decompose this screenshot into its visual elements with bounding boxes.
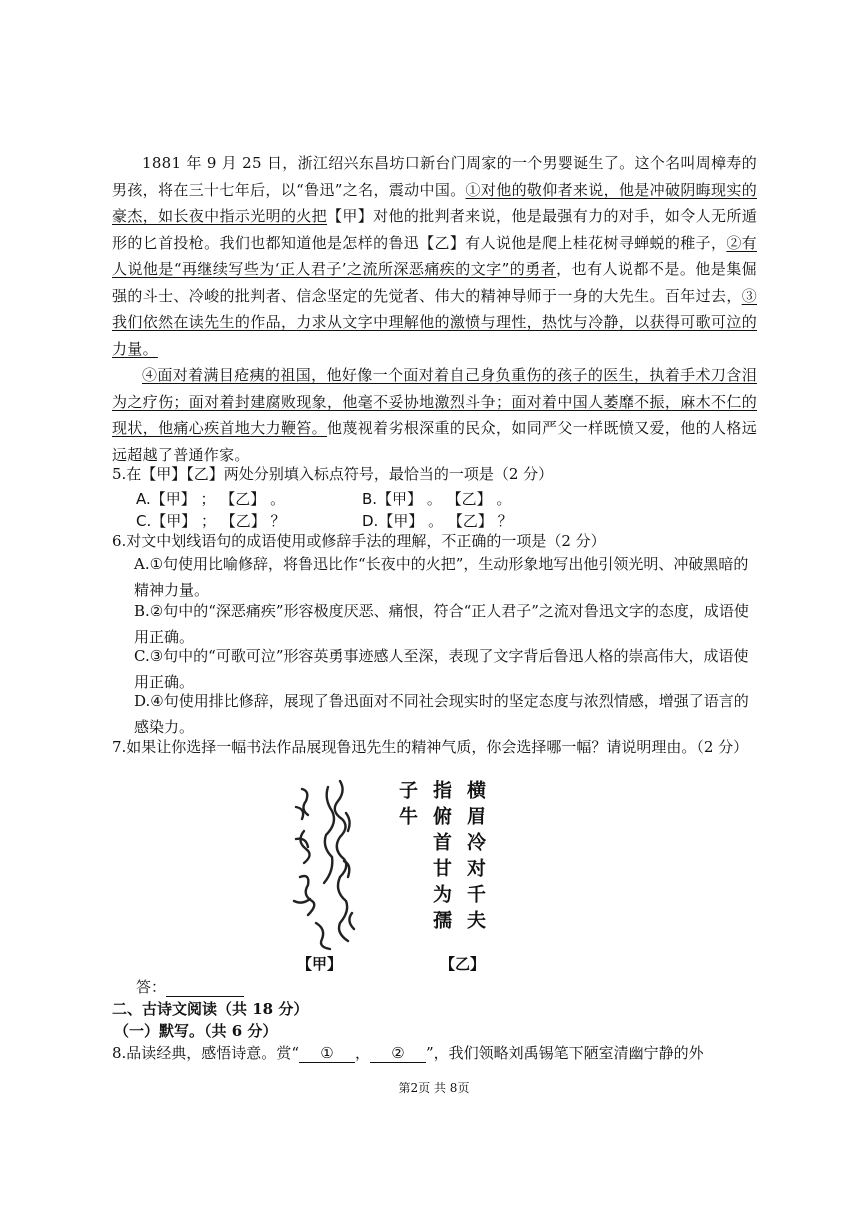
q5-option-a: A.【甲】 ； 【乙】 。 (136, 490, 286, 508)
underlined-sentence-3: ③我们依然在读先生的作品，力求从文字中理解他的激愤与理性，热忱与冷静，以获得可歌可泣的力量。 (112, 286, 757, 358)
calligraphy-yi-text: 横眉冷对千夫指俯首甘为孺子牛 (396, 780, 486, 936)
q6-option-b: B.②句中的“深恶痛疾”形容极度厌恶、痛恨，符合“正人君子”之流对鲁迅文字的态度，成语使用正确。 (134, 602, 749, 646)
q5-option-b: B.【甲】 。 【乙】 。 (362, 490, 512, 508)
passage-text: 1881 年 9 月 25 日，浙江绍兴东昌坊口新台门周家的一个男婴诞生了。这个名叫周樟寿的男孩，将在三十七年后，以“鲁迅”之名，震动中国。 (112, 154, 757, 199)
q8-stem (112, 1042, 704, 1063)
label-yi: 【乙】 (440, 955, 486, 973)
q5-option-c: C.【甲】 ； 【乙】 ？ (136, 512, 286, 530)
answer-blank[interactable] (166, 978, 244, 997)
q5-stem: 5.在【甲】【乙】两处分别填入标点符号，最恰当的一项是（2 分） (112, 465, 554, 483)
underlined-sentence-2: ②有人说他是“再继续写些为‘正人君子’之流所深恶痛疾的文字”的勇者 (112, 233, 757, 278)
page-footer: 第2页 共 8页 (398, 1081, 470, 1095)
q6-option-c: C.③句中的“可歌可泣”形容英勇事迹感人至深，表现了文字背后鲁迅人格的崇高伟大，成语使用正确。 (134, 647, 749, 691)
section-2-title: 二、古诗文阅读（共 18 分） (112, 1000, 309, 1018)
q8-blank-1[interactable]: ① (299, 1044, 355, 1063)
q6-option-a: A.①句使用比喻修辞，将鲁迅比作“长夜中的火把”，生动形象地写出他引领光明、冲破黑暗的精神力量。 (134, 555, 749, 599)
q8-blank-2[interactable]: ② (370, 1044, 426, 1063)
underlined-sentence-4: ④面对着满目疮痍的祖国，他好像一个面对着自己身负重伤的孩子的医生，执着手术刀含泪为之疗伤；面对着封建腐败现象，他毫不妥协地激烈斗争；面对着中国人萎靡不振，麻木不仁的现状，他痛心疾首地大力鞭笞。 (112, 366, 757, 437)
q8-separator: ， (354, 1044, 370, 1062)
passage-text: 他蔑视着劣根深重的民众，如同严父一样既愤又爱，他的人格远远超越了普通作家。 (112, 419, 758, 464)
section-2-subtitle: （一）默写。（共 6 分） (114, 1022, 278, 1040)
q5-option-d: D.【甲】 。 【乙】 ？ (362, 512, 513, 530)
label-jia: 【甲】 (297, 955, 343, 973)
passage-text: 【甲】对他的批判者来说，他是最强有力的对手，如令人无所遁形的匕首投枪。我们也都知道他是怎样的鲁迅【乙】有人说他是爬上桂花树寻蝉蜕的稚子， (112, 207, 758, 252)
calligraphy-jia-image (282, 773, 362, 953)
q6-option-d: D.④句使用排比修辞，展现了鲁迅面对不同社会现实时的坚定态度与浓烈情感，增强了语言的感染力。 (134, 692, 749, 736)
q8-stem-start: 8.品读经典，感悟诗意。赏“ (112, 1044, 299, 1062)
q6-stem: 6.对文中划线语句的成语使用或修辞手法的理解，不正确的一项是（2 分） (112, 532, 606, 550)
passage-paragraph-2 (112, 362, 757, 468)
q8-stem-end: ”，我们领略刘禹锡笔下陋室清幽宁静的外 (426, 1044, 704, 1062)
passage-text: ，也有人说都不是。他是集倔强的斗士、冷峻的批判者、信念坚定的先觉者、伟大的精神导师于一身的大先生。百年过去， (112, 260, 757, 305)
underlined-sentence-1: ①对他的敬仰者来说，他是冲破阴晦现实的豪杰，如长夜中指示光明的火把 (112, 180, 757, 225)
passage-paragraph-1 (112, 150, 757, 362)
answer-label (136, 976, 244, 997)
q7-stem: 7.如果让你选择一幅书法作品展现鲁迅先生的精神气质，你会选择哪一幅？请说明理由。（2 分） (112, 738, 749, 756)
answer-prompt: 答： (136, 978, 167, 996)
